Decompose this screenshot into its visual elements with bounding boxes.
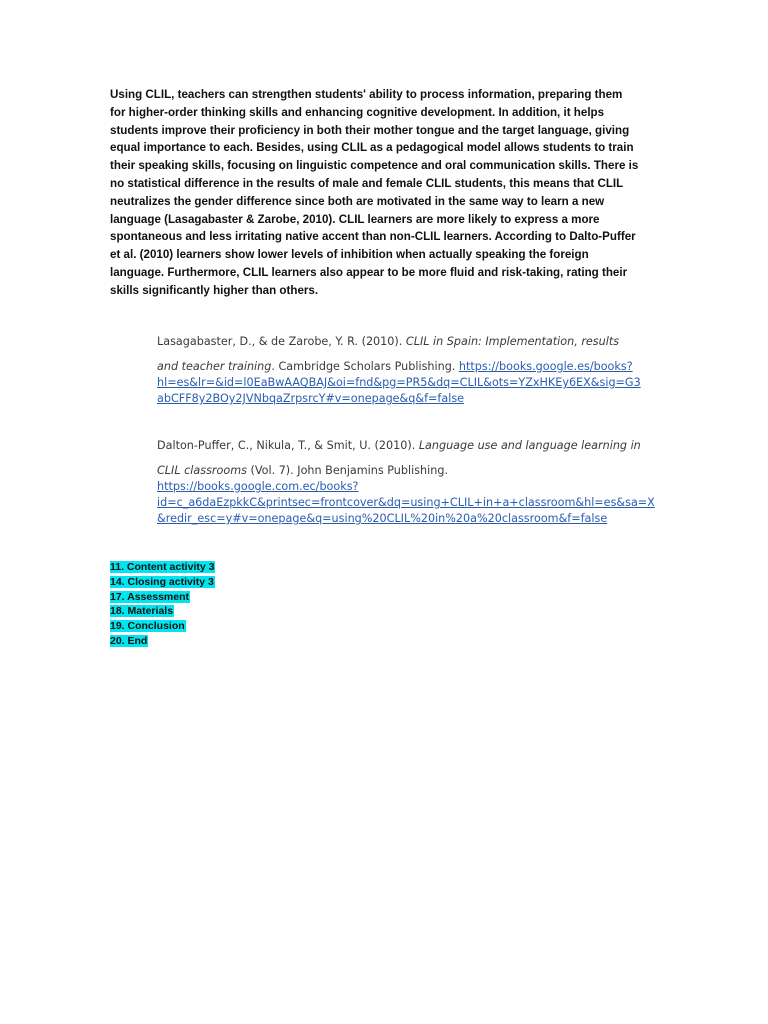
highlighted-text: 14. Closing activity 3 <box>110 575 214 588</box>
paragraph-line: neutralizes the gender difference since both are motivated in the same way to learn a new <box>110 194 605 208</box>
outline-item <box>110 604 215 619</box>
paragraph-line: et al. (2010) learners show lower levels of inhibition when actually speaking the foreign <box>110 248 589 262</box>
highlighted-text: 18. Materials <box>110 605 174 618</box>
paragraph-line: no statistical difference in the results of male and female CLIL students, this means that CLIL <box>110 176 624 190</box>
reference-title: CLIL in Spain: Implementation, results <box>405 335 620 348</box>
reference-title: Language use and language learning in <box>418 439 641 452</box>
reference-first-line <box>157 437 662 454</box>
paragraph-line: language (Lasagabaster & Zarobe, 2010). CLIL learners are more likely to express a more <box>110 212 600 226</box>
reference-link[interactable]: &redir_esc=y#v=onepage&q=using%20CLIL%20in%20a%20classroom&f=false <box>157 512 608 525</box>
outline-item <box>110 575 215 590</box>
paragraph-line: their speaking skills, focusing on linguistic competence and oral communication skills. There is <box>110 159 639 173</box>
reference-link[interactable]: id=c_a6daEzpkkC&printsec=frontcover&dq=using+CLIL+in+a+classroom&hl=es&sa=X <box>157 496 655 509</box>
reference-authors: Dalton-Puffer, C., Nikula, T., & Smit, U. (2010). <box>157 439 419 452</box>
highlighted-text: 11. Content activity 3 <box>110 561 215 573</box>
reference-publisher: (Vol. 7). John Benjamins Publishing. <box>246 464 448 477</box>
outline-item <box>110 634 215 649</box>
reference-link[interactable]: https://books.google.es/books? <box>458 360 633 373</box>
reference-second-line <box>157 463 662 479</box>
section-outline-list <box>110 560 215 649</box>
outline-item <box>110 560 215 575</box>
reference-link[interactable]: hl=es&lr=&id=l0EaBwAAQBAJ&oi=fnd&pg=PR5&dq=CLIL&ots=YZxHKEy6EX&sig=G3 <box>157 376 641 389</box>
reference-lasagabaster <box>157 333 662 407</box>
reference-first-line <box>157 333 662 350</box>
reference-authors: Lasagabaster, D., & de Zarobe, Y. R. (2010). <box>157 335 406 348</box>
highlighted-text: 20. End <box>110 634 148 647</box>
reference-publisher: . Cambridge Scholars Publishing. <box>271 360 459 373</box>
paragraph-line: skills significantly higher than others. <box>110 283 319 297</box>
reference-link[interactable]: https://books.google.com.ec/books? <box>157 480 359 493</box>
paragraph-line: spontaneous and less irritating native accent than non-CLIL learners. According to Dalto-Puffer <box>110 230 636 244</box>
reference-dalton-puffer <box>157 437 662 527</box>
paragraph-line: Using CLIL, teachers can strengthen students' ability to process information, preparing them <box>110 88 623 101</box>
reference-second-line <box>157 359 662 375</box>
reference-title-continued: and teacher training <box>157 360 272 373</box>
body-paragraph <box>110 86 655 300</box>
paragraph-line: for higher-order thinking skills and enhancing cognitive development. In addition, it helps <box>110 105 605 119</box>
paragraph-line: students improve their proficiency in both their mother tongue and the target language, giving <box>110 123 630 137</box>
outline-item <box>110 619 215 634</box>
paragraph-line: language. Furthermore, CLIL learners also appear to be more fluid and risk-taking, rating their <box>110 265 628 279</box>
paragraph-line: equal importance to each. Besides, using CLIL as a pedagogical model allows students to train <box>110 141 634 155</box>
reference-link[interactable]: abCFF8y2BOy2JVNbqaZrpsrcY#v=onepage&q&f=false <box>157 392 465 405</box>
highlighted-text: 17. Assessment <box>110 590 189 603</box>
outline-item <box>110 590 215 605</box>
reference-title-continued: CLIL classrooms <box>157 464 247 477</box>
highlighted-text: 19. Conclusion <box>110 620 185 633</box>
